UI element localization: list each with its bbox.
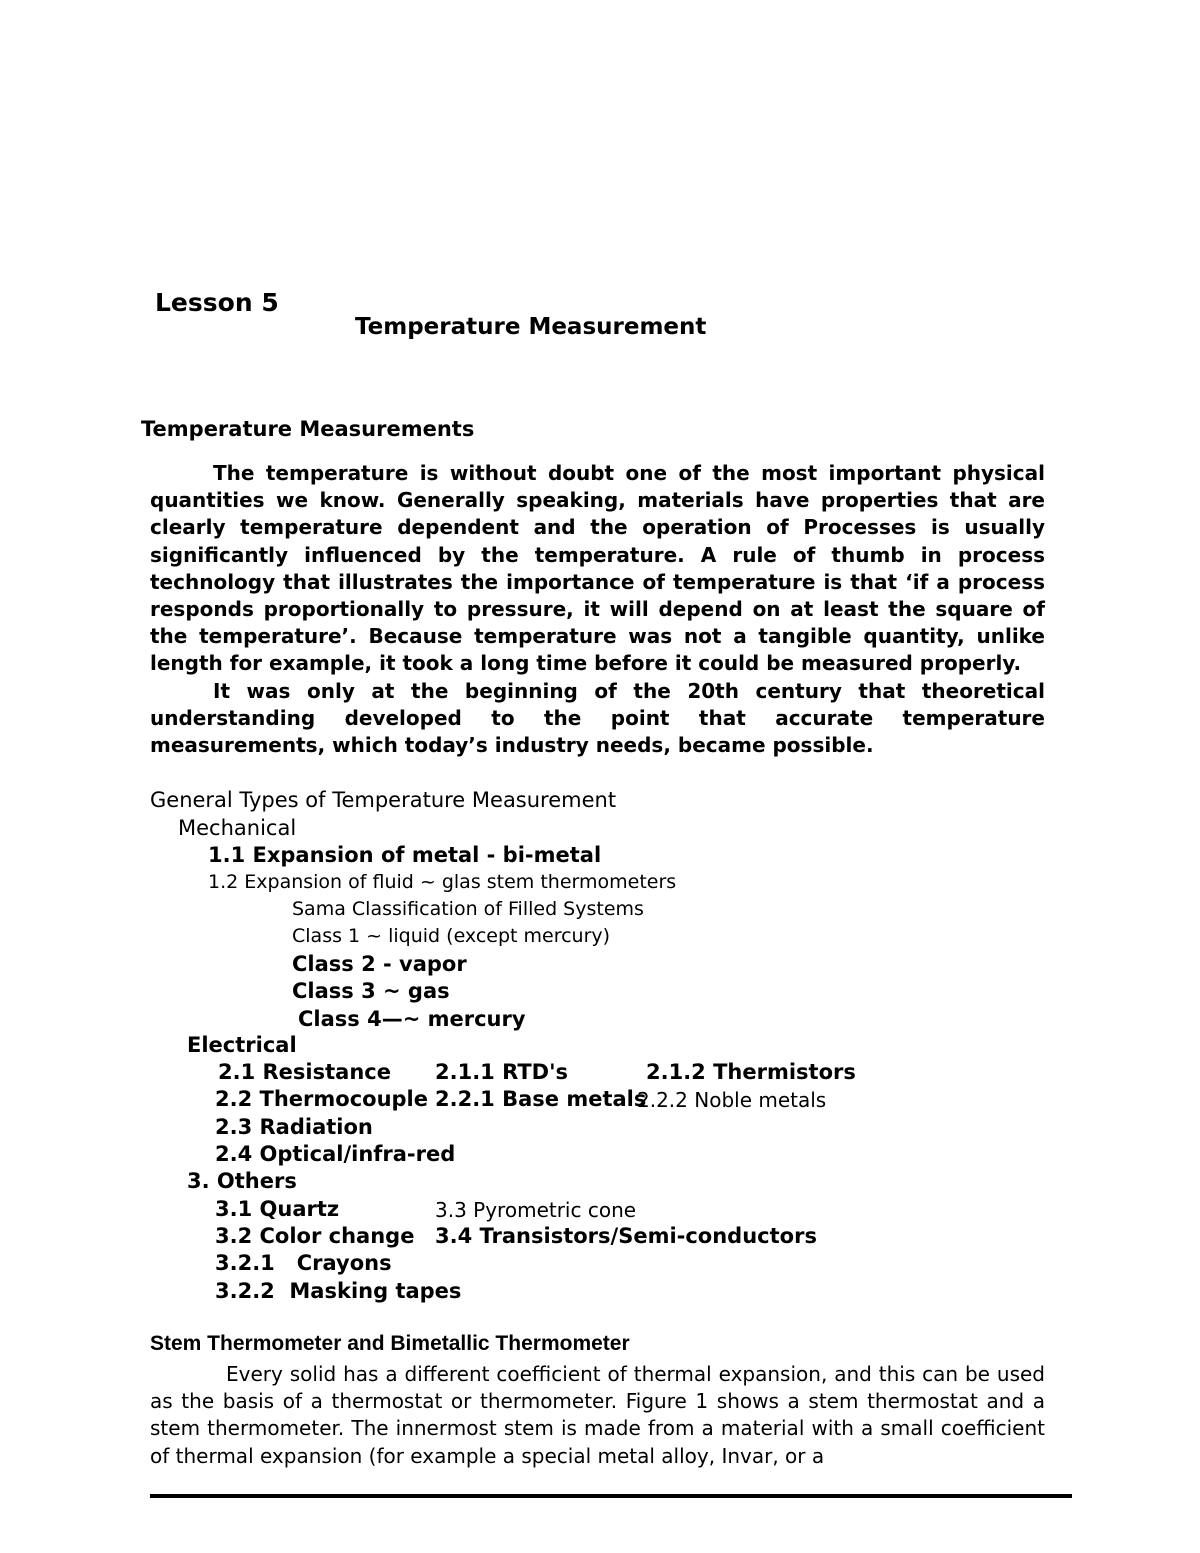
list-item-3-2-1: 3.2.1 Crayons xyxy=(215,1251,392,1275)
list-item-2-2: 2.2 Thermocouple xyxy=(215,1087,428,1111)
footer-rule xyxy=(150,1494,1072,1498)
mechanical-label: Mechanical xyxy=(178,816,297,840)
section2-text xyxy=(150,1361,1045,1470)
lesson-label: Lesson 5 xyxy=(155,288,279,317)
others-label: 3. Others xyxy=(187,1169,297,1193)
class-2: Class 2 - vapor xyxy=(292,952,467,976)
list-item-3-4: 3.4 Transistors/Semi-conductors xyxy=(435,1224,817,1248)
sama-heading: Sama Classification of Filled Systems xyxy=(292,898,644,920)
list-item-2-1-2: 2.1.2 Thermistors xyxy=(646,1060,856,1084)
types-heading: General Types of Temperature Measurement xyxy=(150,788,617,812)
intro-paragraph-1: The temperature is without doubt one of the most important physical quantities we know. Generally speaking, materials have properties that are clearly temperature dependent and the operation of Processes is usually significantly influenced by the temperature. A rule of thumb in process technology that illustrates the importance of temperature is that ‘if a process responds proportionally to pressure, it will depend on at least the square of the temperature’. Because temperature was not a tangible quantity, unlike length for example, it took a long time before it could be measured properly. xyxy=(150,461,1045,676)
list-item-2-1-1: 2.1.1 RTD's xyxy=(435,1060,569,1084)
lesson-title: Temperature Measurement xyxy=(355,314,707,340)
intro-text xyxy=(150,460,1045,759)
class-3: Class 3 ~ gas xyxy=(292,979,450,1003)
list-item-2-3: 2.3 Radiation xyxy=(215,1115,373,1139)
section-heading-temperature-measurements: Temperature Measurements xyxy=(141,417,475,441)
section-heading-stem-thermometer: Stem Thermometer and Bimetallic Thermometer xyxy=(150,1332,630,1355)
list-item-3-3: 3.3 Pyrometric cone xyxy=(435,1198,637,1222)
list-item-1-1: 1.1 Expansion of metal - bi-metal xyxy=(208,843,602,867)
electrical-label: Electrical xyxy=(187,1033,297,1057)
list-item-2-2-1: 2.2.1 Base metals xyxy=(435,1087,647,1111)
list-item-2-2-2: 2.2.2 Noble metals xyxy=(637,1088,827,1112)
list-item-3-1: 3.1 Quartz xyxy=(215,1197,340,1221)
section2-paragraph: Every solid has a different coefficient of thermal expansion, and this can be used as the basis of a thermostat or thermometer. Figure 1 shows a stem thermostat and a stem thermometer. The innermost stem is made from a material with a small coefficient of thermal expansion (for example a special metal alloy, Invar, or a xyxy=(150,1362,1045,1468)
class-4: Class 4—~ mercury xyxy=(298,1007,526,1031)
intro-paragraph-2: It was only at the beginning of the 20th century that theoretical understanding developed to the point that accurate temperature measurements, which today’s industry needs, became possible. xyxy=(150,678,1045,758)
list-item-1-2: 1.2 Expansion of fluid ~ glas stem thermometers xyxy=(208,871,677,893)
list-item-3-2-2: 3.2.2 Masking tapes xyxy=(215,1279,462,1303)
list-item-3-2: 3.2 Color change xyxy=(215,1224,415,1248)
list-item-2-1: 2.1 Resistance xyxy=(218,1060,391,1084)
list-item-2-4: 2.4 Optical/infra-red xyxy=(215,1142,456,1166)
class-1: Class 1 ~ liquid (except mercury) xyxy=(292,925,611,947)
